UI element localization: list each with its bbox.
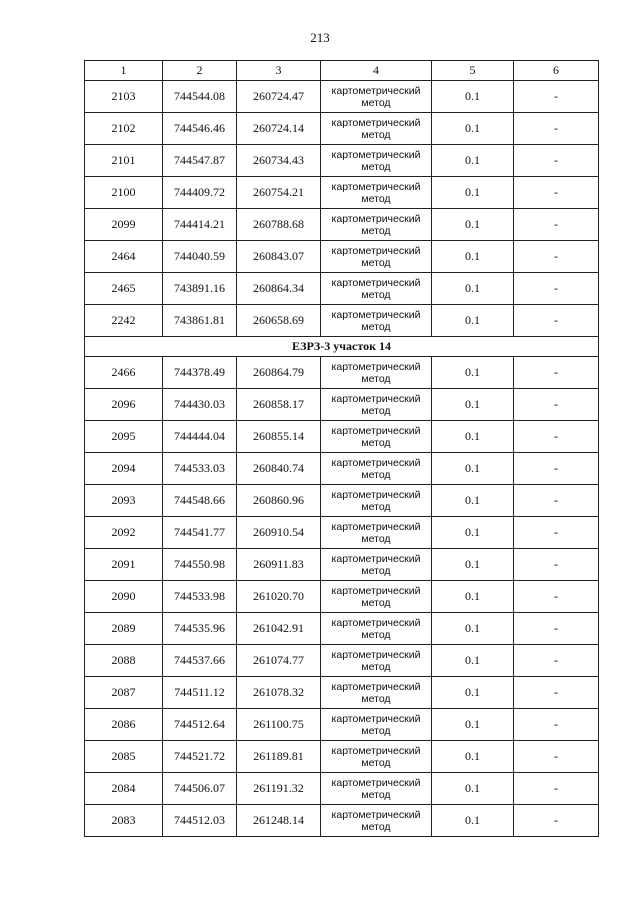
table-row [85, 273, 599, 305]
note-cell: - [514, 613, 599, 645]
column-header: 1 [85, 61, 163, 81]
table-row [85, 613, 599, 645]
accuracy-cell: 0.1 [432, 645, 514, 677]
method-cell: картометрический метод [321, 741, 432, 773]
accuracy-cell: 0.1 [432, 549, 514, 581]
accuracy-cell: 0.1 [432, 305, 514, 337]
method-cell: картометрический метод [321, 773, 432, 805]
point-number-text: 2465 [111, 281, 136, 295]
coordinates-table [84, 60, 599, 837]
table-row [85, 241, 599, 273]
point-number-text: 2100 [111, 185, 136, 199]
note-cell: - [514, 81, 599, 113]
accuracy-cell: 0.1 [432, 421, 514, 453]
point-number-text: 2466 [111, 365, 136, 379]
note-cell: - [514, 517, 599, 549]
method-cell: картометрический метод [321, 453, 432, 485]
x-coordinate-cell: 744040.59 [163, 241, 237, 273]
point-number-cell [85, 645, 163, 677]
accuracy-cell: 0.1 [432, 145, 514, 177]
point-number-text: 2093 [111, 493, 136, 507]
point-number-text: 2096 [111, 397, 136, 411]
table-row [85, 549, 599, 581]
method-cell: картометрический метод [321, 273, 432, 305]
table-header-row [85, 61, 599, 81]
table-row [85, 677, 599, 709]
note-cell: - [514, 485, 599, 517]
method-cell: картометрический метод [321, 645, 432, 677]
point-number-cell [85, 453, 163, 485]
method-cell: картометрический метод [321, 177, 432, 209]
note-cell: - [514, 305, 599, 337]
point-number-text: 2242 [111, 313, 136, 327]
point-number-text: 2084 [111, 781, 136, 795]
point-number-cell [85, 581, 163, 613]
y-coordinate-cell: 260911.83 [237, 549, 321, 581]
table-row [85, 741, 599, 773]
note-cell: - [514, 549, 599, 581]
point-number-cell [85, 613, 163, 645]
table-row [85, 357, 599, 389]
x-coordinate-cell: 744409.72 [163, 177, 237, 209]
accuracy-cell: 0.1 [432, 177, 514, 209]
accuracy-cell: 0.1 [432, 357, 514, 389]
y-coordinate-cell: 260864.79 [237, 357, 321, 389]
y-coordinate-cell: 261078.32 [237, 677, 321, 709]
point-number-cell [85, 549, 163, 581]
point-number-text: 2101 [111, 153, 136, 167]
table-row [85, 485, 599, 517]
method-cell: картометрический метод [321, 81, 432, 113]
point-number-text: 2091 [111, 557, 136, 571]
y-coordinate-cell: 260910.54 [237, 517, 321, 549]
x-coordinate-cell: 744430.03 [163, 389, 237, 421]
point-number-text: 2095 [111, 429, 136, 443]
point-number-cell [85, 209, 163, 241]
accuracy-cell: 0.1 [432, 453, 514, 485]
x-coordinate-cell: 744541.77 [163, 517, 237, 549]
method-cell: картометрический метод [321, 613, 432, 645]
note-cell: - [514, 421, 599, 453]
method-cell: картометрический метод [321, 709, 432, 741]
y-coordinate-cell: 261020.70 [237, 581, 321, 613]
point-number-text: 2092 [111, 525, 136, 539]
method-cell: картометрический метод [321, 241, 432, 273]
point-number-cell [85, 709, 163, 741]
x-coordinate-cell: 744537.66 [163, 645, 237, 677]
accuracy-cell: 0.1 [432, 773, 514, 805]
method-cell: картометрический метод [321, 805, 432, 837]
point-number-text: 2085 [111, 749, 136, 763]
y-coordinate-cell: 260658.69 [237, 305, 321, 337]
accuracy-cell: 0.1 [432, 709, 514, 741]
note-cell: - [514, 645, 599, 677]
point-number-cell [85, 305, 163, 337]
x-coordinate-cell: 744546.46 [163, 113, 237, 145]
note-cell: - [514, 805, 599, 837]
note-cell: - [514, 145, 599, 177]
y-coordinate-cell: 260843.07 [237, 241, 321, 273]
x-coordinate-cell: 744544.08 [163, 81, 237, 113]
point-number-text: 2464 [111, 249, 136, 263]
point-number-cell [85, 241, 163, 273]
point-number-cell [85, 357, 163, 389]
x-coordinate-cell: 744512.64 [163, 709, 237, 741]
accuracy-cell: 0.1 [432, 741, 514, 773]
method-cell: картометрический метод [321, 581, 432, 613]
x-coordinate-cell: 744378.49 [163, 357, 237, 389]
note-cell: - [514, 581, 599, 613]
y-coordinate-cell: 260724.47 [237, 81, 321, 113]
x-coordinate-cell: 744533.03 [163, 453, 237, 485]
x-coordinate-cell: 744414.21 [163, 209, 237, 241]
method-cell: картометрический метод [321, 485, 432, 517]
x-coordinate-cell: 744444.04 [163, 421, 237, 453]
note-cell: - [514, 741, 599, 773]
table-row [85, 389, 599, 421]
table-row [85, 517, 599, 549]
y-coordinate-cell: 261248.14 [237, 805, 321, 837]
table-row [85, 177, 599, 209]
y-coordinate-cell: 260734.43 [237, 145, 321, 177]
page-number: 213 [310, 30, 330, 45]
table-row [85, 113, 599, 145]
accuracy-cell: 0.1 [432, 677, 514, 709]
point-number-text: 2103 [111, 89, 136, 103]
accuracy-cell: 0.1 [432, 517, 514, 549]
y-coordinate-cell: 260724.14 [237, 113, 321, 145]
note-cell: - [514, 453, 599, 485]
point-number-cell [85, 485, 163, 517]
y-coordinate-cell: 261191.32 [237, 773, 321, 805]
x-coordinate-cell: 743861.81 [163, 305, 237, 337]
x-coordinate-cell: 744547.87 [163, 145, 237, 177]
table-row [85, 421, 599, 453]
x-coordinate-cell: 744521.72 [163, 741, 237, 773]
table-row [85, 81, 599, 113]
point-number-cell [85, 517, 163, 549]
y-coordinate-cell: 261100.75 [237, 709, 321, 741]
note-cell: - [514, 273, 599, 305]
point-number-cell [85, 805, 163, 837]
section-title: ЕЗРЗ-3 участок 14 [85, 337, 599, 357]
method-cell: картометрический метод [321, 421, 432, 453]
table-row [85, 209, 599, 241]
y-coordinate-cell: 260855.14 [237, 421, 321, 453]
point-number-cell [85, 81, 163, 113]
accuracy-cell: 0.1 [432, 241, 514, 273]
table-row [85, 773, 599, 805]
accuracy-cell: 0.1 [432, 81, 514, 113]
table-row [85, 709, 599, 741]
point-number-cell [85, 145, 163, 177]
table-row [85, 305, 599, 337]
method-cell: картометрический метод [321, 305, 432, 337]
y-coordinate-cell: 261042.91 [237, 613, 321, 645]
table-row [85, 145, 599, 177]
point-number-cell [85, 677, 163, 709]
point-number-cell [85, 773, 163, 805]
point-number-cell [85, 273, 163, 305]
section-row [85, 337, 599, 357]
x-coordinate-cell: 744511.12 [163, 677, 237, 709]
method-cell: картометрический метод [321, 145, 432, 177]
point-number-text: 2094 [111, 461, 136, 475]
x-coordinate-cell: 744512.03 [163, 805, 237, 837]
accuracy-cell: 0.1 [432, 485, 514, 517]
point-number-cell [85, 421, 163, 453]
method-cell: картометрический метод [321, 209, 432, 241]
note-cell: - [514, 677, 599, 709]
x-coordinate-cell: 744548.66 [163, 485, 237, 517]
method-cell: картометрический метод [321, 517, 432, 549]
column-header: 2 [163, 61, 237, 81]
method-cell: картометрический метод [321, 389, 432, 421]
y-coordinate-cell: 260858.17 [237, 389, 321, 421]
accuracy-cell: 0.1 [432, 113, 514, 145]
note-cell: - [514, 241, 599, 273]
column-header: 6 [514, 61, 599, 81]
method-cell: картометрический метод [321, 113, 432, 145]
y-coordinate-cell: 260860.96 [237, 485, 321, 517]
point-number-text: 2102 [111, 121, 136, 135]
x-coordinate-cell: 744506.07 [163, 773, 237, 805]
point-number-text: 2099 [111, 217, 136, 231]
point-number-cell [85, 177, 163, 209]
x-coordinate-cell: 744533.98 [163, 581, 237, 613]
point-number-text: 2083 [111, 813, 136, 827]
point-number-text: 2088 [111, 653, 136, 667]
accuracy-cell: 0.1 [432, 581, 514, 613]
column-header: 4 [321, 61, 432, 81]
note-cell: - [514, 389, 599, 421]
table-row [85, 805, 599, 837]
note-cell: - [514, 357, 599, 389]
point-number-text: 2089 [111, 621, 136, 635]
accuracy-cell: 0.1 [432, 805, 514, 837]
note-cell: - [514, 709, 599, 741]
note-cell: - [514, 209, 599, 241]
x-coordinate-cell: 744535.96 [163, 613, 237, 645]
accuracy-cell: 0.1 [432, 613, 514, 645]
column-header: 3 [237, 61, 321, 81]
point-number-text: 2086 [111, 717, 136, 731]
accuracy-cell: 0.1 [432, 273, 514, 305]
note-cell: - [514, 773, 599, 805]
point-number-cell [85, 389, 163, 421]
y-coordinate-cell: 261074.77 [237, 645, 321, 677]
accuracy-cell: 0.1 [432, 389, 514, 421]
y-coordinate-cell: 260864.34 [237, 273, 321, 305]
y-coordinate-cell: 260840.74 [237, 453, 321, 485]
note-cell: - [514, 177, 599, 209]
column-header: 5 [432, 61, 514, 81]
y-coordinate-cell: 260788.68 [237, 209, 321, 241]
y-coordinate-cell: 260754.21 [237, 177, 321, 209]
x-coordinate-cell: 743891.16 [163, 273, 237, 305]
method-cell: картометрический метод [321, 677, 432, 709]
x-coordinate-cell: 744550.98 [163, 549, 237, 581]
point-number-text: 2087 [111, 685, 136, 699]
point-number-text: 2090 [111, 589, 136, 603]
table-row [85, 645, 599, 677]
method-cell: картометрический метод [321, 357, 432, 389]
point-number-cell [85, 113, 163, 145]
method-cell: картометрический метод [321, 549, 432, 581]
table-row [85, 453, 599, 485]
point-number-cell [85, 741, 163, 773]
table-row [85, 581, 599, 613]
accuracy-cell: 0.1 [432, 209, 514, 241]
y-coordinate-cell: 261189.81 [237, 741, 321, 773]
note-cell: - [514, 113, 599, 145]
